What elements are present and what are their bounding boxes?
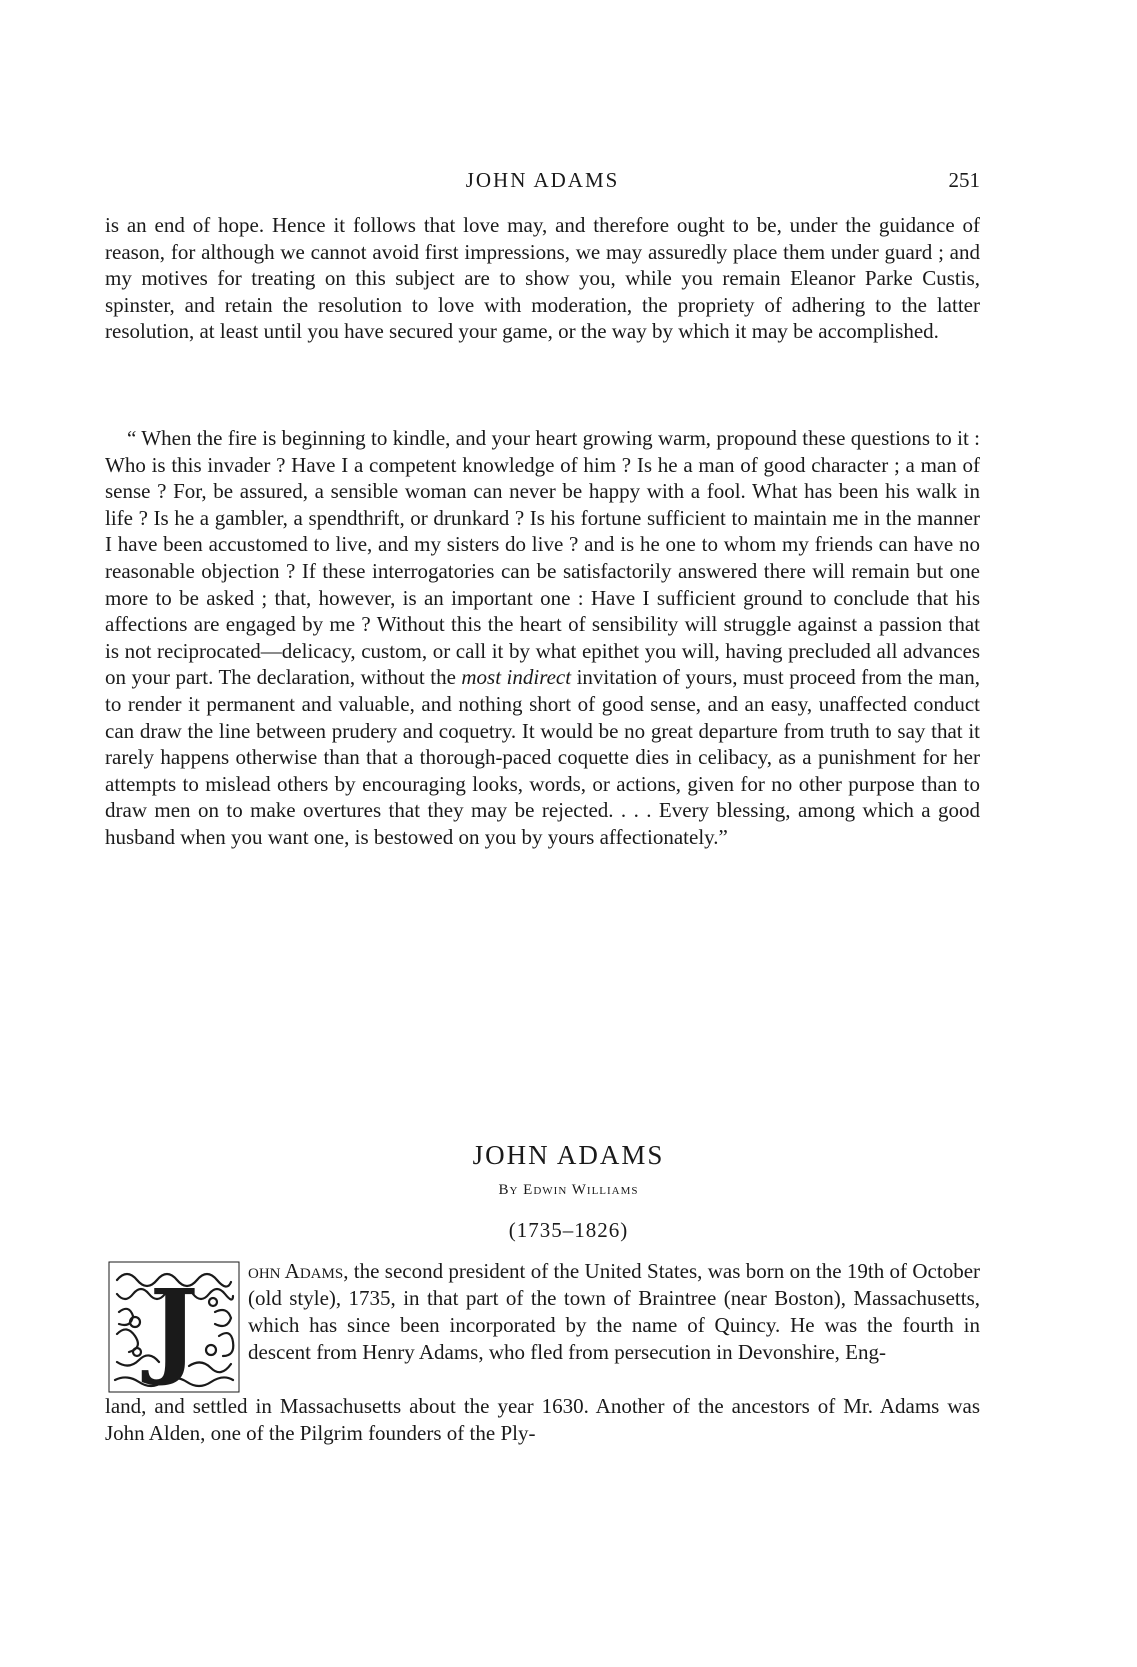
paragraph-part: invitation of yours, must proceed from the man, to render it permanent and valuable, and nothing short of good sense, and an easy, unaffected conduct can draw the line between prudery and coquetry. It would be no great departure from truth to say that it rarely happens otherwise than that a thorough-paced coquette dies in celibacy, as a punishment for her attempts to mislead others by encouraging looks, words, or actions, given for no other purpose than to draw men on to make overtures that they may be rejected. . . . Every blessing, among which a good husband when you want one, is bestowed on you by yours affectionately.” (105, 665, 981, 849)
paragraph-text: is an end of hope. Hence it follows that love may, and therefore ought to be, under the guidance of reason, for although we cannot avoid first impressions, we may assuredly place them under guard ; and my motives for treating on this subject are to show you, while you remain Eleanor Parke Custis, spinster, and retain the resolution to love with moderation, the propriety of adhering to the latter resolution, at least until you have secured your game, or the way by which it may be accomplished. (105, 213, 980, 344)
emphasis-text: most indirect (461, 665, 572, 690)
section-byline: By Edwin Williams (498, 1182, 639, 1198)
ornamental-dropcap (107, 1260, 241, 1394)
intro-paragraph-continued (105, 1393, 980, 1447)
paragraph-text (105, 425, 980, 851)
continuation-paragraph-2 (105, 425, 980, 851)
paragraph-text: ohn Adams, the second president of the United States, was born on the 19th of October (old style), 1735, in that part of the town of Braintree (near Boston), Massachusetts, which has since been incorporated by the name of Quincy. He was the fourth in descent from Henry Adams, who fled from persecution in Devonshire, Eng- (248, 1259, 981, 1364)
page-number: 251 (948, 168, 980, 192)
section-title: JOHN ADAMS (472, 1140, 665, 1170)
paragraph-text: land, and settled in Massachusetts about the year 1630. Another of the ancestors of Mr. Adams was John Alden, one of the Pilgrim founders of the Ply- (105, 1394, 980, 1445)
running-title: JOHN ADAMS (465, 168, 620, 192)
paragraph-part: “ When the fire is beginning to kindle, and your heart growing warm, propound these questions to it : Who is this invader ? Have I a competent knowledge of him ? Is he a man of good character ; a man of sense ? For, be assured, a sensible woman can never be happy with a fool. What has been his walk in life ? Is he a gambler, a spendthrift, or drunkard ? Is his fortune sufficient to maintain me in the manner I have been accustomed to live, and my sisters do live ? and is he one to whom my friends can have no reasonable objection ? If these interrogatories can be satisfactorily answered there will remain but one more to be asked ; that, however, is an important one : Have I sufficient ground to conclude that his affections are engaged by me ? Without this the heart of sensibility will struggle against a passion that is not reciprocated—delicacy, custom, or call it by what epithet you will, having precluded all advances on your part. The declaration, without the (105, 426, 980, 690)
smallcaps-lead: ohn Adams (248, 1259, 344, 1283)
section-dates: (1735–1826) (508, 1218, 629, 1242)
paragraph-part: the second president of the United States, was born on the 19th of October (old style), 1735, in that part of the town of Braintree (near Boston), Massachusetts, which has since been incorporated by the name of Quincy. He was the fourth in descent from Henry Adams, who fled from persecution in Devonshire, Eng- (248, 1259, 981, 1364)
dropcap-letter: J (149, 1266, 199, 1389)
running-head (105, 168, 980, 196)
continuation-paragraph-1 (105, 212, 980, 345)
intro-paragraph-indented (248, 1258, 980, 1366)
